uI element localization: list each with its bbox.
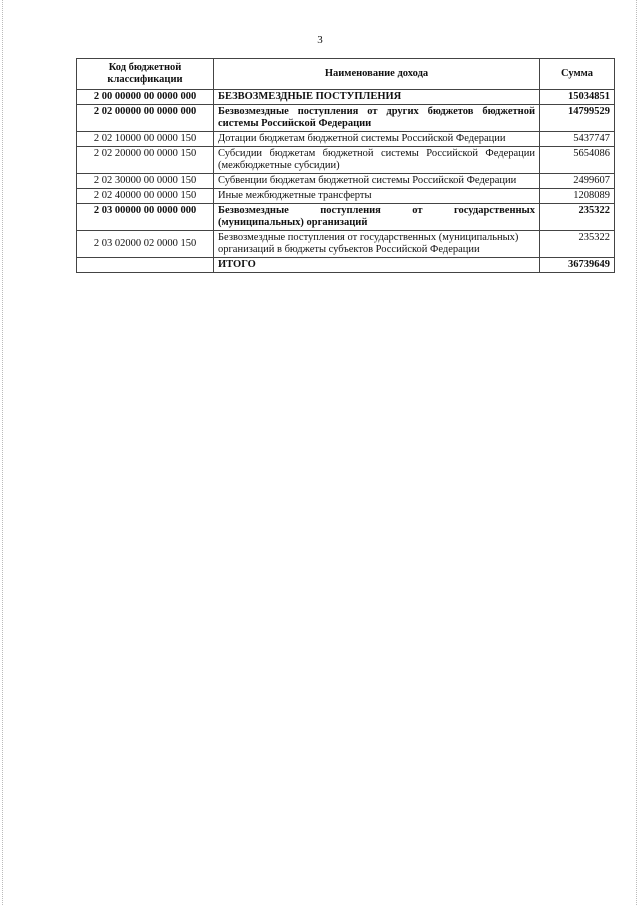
table-row (77, 105, 615, 132)
table-row (77, 174, 615, 189)
page-number: 3 (317, 34, 323, 46)
row-name: Дотации бюджетам бюджетной системы Российской Федерации (214, 132, 540, 147)
table-row (77, 204, 615, 231)
total-row (77, 258, 615, 273)
row-sum: 5437747 (540, 132, 615, 147)
row-sum: 235322 (540, 231, 615, 258)
row-code: 2 02 40000 00 0000 150 (77, 189, 214, 204)
row-name: Субвенции бюджетам бюджетной системы Российской Федерации (214, 174, 540, 189)
row-sum: 1208089 (540, 189, 615, 204)
table-header-row (77, 59, 615, 90)
row-code: 2 02 20000 00 0000 150 (77, 147, 214, 174)
total-sum: 36739649 (540, 258, 615, 273)
row-name: БЕЗВОЗМЕЗДНЫЕ ПОСТУПЛЕНИЯ (214, 90, 540, 105)
scan-edge-left (2, 0, 4, 905)
total-label: ИТОГО (214, 258, 540, 273)
row-code: 2 02 30000 00 0000 150 (77, 174, 214, 189)
table-row (77, 147, 615, 174)
row-name: Субсидии бюджетам бюджетной системы Российской Федерации (межбюджетные субсидии) (214, 147, 540, 174)
row-sum: 235322 (540, 204, 615, 231)
row-name: Безвозмездные поступления от других бюджетов бюджетной системы Российской Федерации (214, 105, 540, 132)
table-row (77, 189, 615, 204)
row-code: 2 03 00000 00 0000 000 (77, 204, 214, 231)
header-sum: Сумма (540, 59, 615, 90)
table-row (77, 132, 615, 147)
row-sum: 15034851 (540, 90, 615, 105)
row-sum: 14799529 (540, 105, 615, 132)
row-code: 2 03 02000 02 0000 150 (77, 231, 214, 258)
row-sum: 2499607 (540, 174, 615, 189)
header-code: Код бюджетной классификации (77, 59, 214, 90)
row-name: Иные межбюджетные трансферты (214, 189, 540, 204)
scan-edge-right (636, 0, 638, 905)
table-row (77, 90, 615, 105)
header-name: Наименование дохода (214, 59, 540, 90)
income-table (76, 58, 615, 273)
row-name: Безвозмездные поступления от государственных (муниципальных) организаций (214, 204, 540, 231)
row-code: 2 02 10000 00 0000 150 (77, 132, 214, 147)
row-name: Безвозмездные поступления от государственных (муниципальных) организаций в бюджеты субъектов Российской Федерации (214, 231, 540, 258)
row-sum: 5654086 (540, 147, 615, 174)
row-code: 2 00 00000 00 0000 000 (77, 90, 214, 105)
table-row (77, 231, 615, 258)
row-code: 2 02 00000 00 0000 000 (77, 105, 214, 132)
total-empty-cell (77, 258, 214, 273)
